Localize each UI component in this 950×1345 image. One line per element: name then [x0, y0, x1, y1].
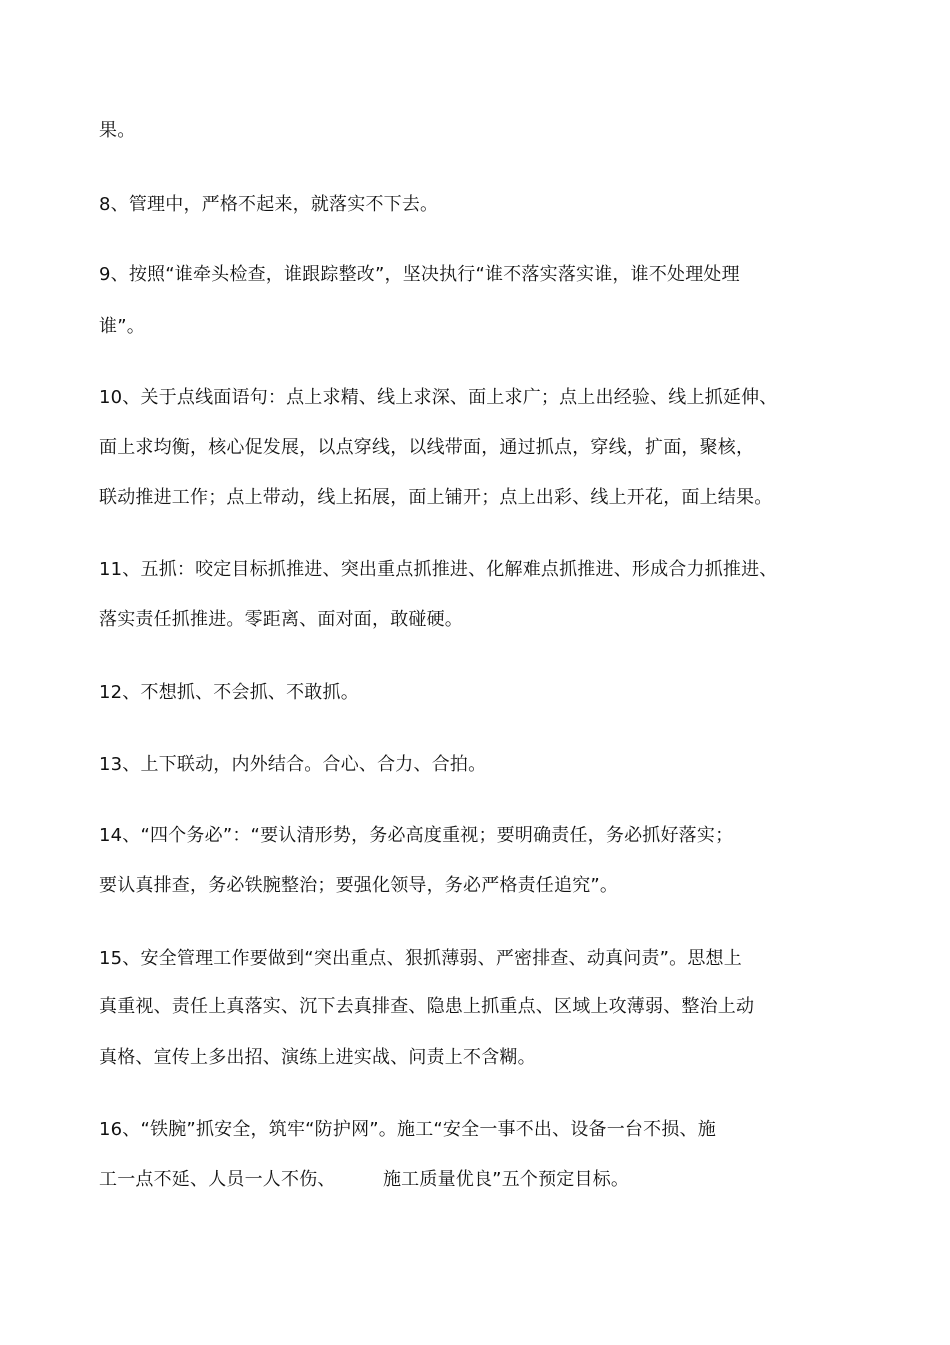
text-line: 果。: [99, 120, 136, 141]
text-line: 真格、宣传上多出招、演练上进实战、问责上不含糊。: [99, 1047, 536, 1068]
text-line: 谁”。: [99, 316, 145, 337]
text-line: 工一点不延、人员一人不伤、 施工质量优良”五个预定目标。: [99, 1169, 630, 1190]
text-line: 落实责任抓推进。零距离、面对面，敢碰硬。: [99, 609, 463, 630]
text-line: 10、关于点线面语句：点上求精、线上求深、面上求广；点上出经验、线上抓延伸、: [99, 387, 778, 408]
text-line: 12、不想抓、不会抓、不敢抓。: [99, 682, 359, 703]
text-line: 真重视、责任上真落实、沉下去真排查、隐患上抓重点、区域上攻薄弱、整治上动: [99, 996, 755, 1017]
text-line: 9、按照“谁牵头检查，谁跟踪整改”，坚决执行“谁不落实落实谁，谁不处理处理: [99, 264, 740, 285]
text-line: 11、五抓：咬定目标抓推进、突出重点抓推进、化解难点抓推进、形成合力抓推进、: [99, 559, 778, 580]
text-line: 面上求均衡，核心促发展，以点穿线，以线带面，通过抓点，穿线，扩面，聚核，: [99, 437, 755, 458]
text-line: 8、管理中，严格不起来，就落实不下去。: [99, 194, 439, 215]
text-line: 15、安全管理工作要做到“突出重点、狠抓薄弱、严密排查、动真问责”。思想上: [99, 948, 742, 969]
text-line: 联动推进工作；点上带动，线上拓展，面上铺开；点上出彩、线上开花，面上结果。: [99, 487, 773, 508]
text-line: 14、“四个务必”：“要认清形势，务必高度重视；要明确责任，务必抓好落实；: [99, 825, 734, 846]
text-line: 13、上下联动，内外结合。合心、合力、合拍。: [99, 754, 487, 775]
text-line: 要认真排查，务必铁腕整治；要强化领导，务必严格责任追究”。: [99, 875, 619, 896]
text-line: 16、“铁腕”抓安全，筑牢“防护网”。施工“安全一事不出、设备一台不损、施: [99, 1119, 716, 1140]
